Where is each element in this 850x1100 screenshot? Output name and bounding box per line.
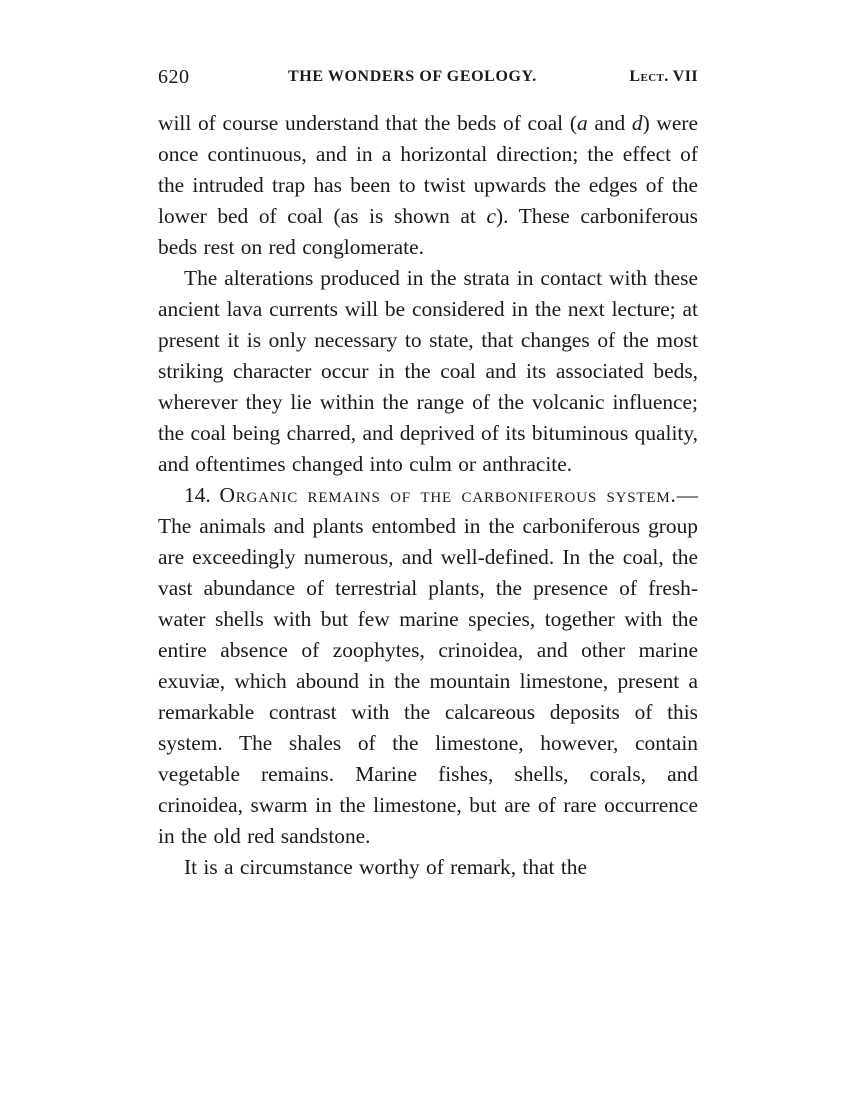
paragraph-alterations bbox=[158, 263, 698, 480]
page-number: 620 bbox=[158, 66, 190, 88]
paragraph-circumstance bbox=[158, 852, 698, 883]
running-header bbox=[158, 60, 698, 94]
italic-letter: c bbox=[486, 204, 496, 228]
text-run: 14. bbox=[184, 483, 220, 507]
text-run: It is a circumstance worthy of remark, that the bbox=[184, 855, 587, 879]
text-run: will of course understand that the beds of coal ( bbox=[158, 111, 577, 135]
book-page bbox=[158, 60, 698, 883]
italic-letter: a bbox=[576, 111, 588, 135]
text-run: The alterations produced in the strata in contact with these ancient lava currents will be considered in the next lecture; at present it is only necessary to state, that changes of the most striking character occur in the coal and its associated beds, wherever they lie within the range of the volcanic influence; the coal being charred, and deprived of its bituminous quality, and oftentimes changed into culm or anthracite. bbox=[158, 266, 698, 476]
paragraph-continued bbox=[158, 108, 698, 263]
italic-letter: d bbox=[631, 111, 643, 135]
text-run: and bbox=[587, 111, 632, 135]
text-run: ) were once continuous, and in a horizontal direction; the effect of the intruded trap has been to twist upwards the edges of the lower bed of coal (as is shown at bbox=[158, 111, 698, 228]
book-title: THE WONDERS OF GEOLOGY. bbox=[288, 68, 537, 85]
section-heading: Organic remains of the carboniferous system. bbox=[219, 483, 677, 507]
lecture-label: Lect. VII bbox=[629, 68, 698, 85]
text-run: ). These carboniferous beds rest on red conglomerate. bbox=[158, 204, 698, 259]
section-14-organic-remains bbox=[158, 480, 698, 852]
text-run: —The animals and plants entombed in the carboniferous group are exceedingly numerous, and well-defined. In the coal, the vast abundance of terrestrial plants, the presence of fresh-water shells with but few marine species, together with the entire absence of zoophytes, crinoidea, and other marine exuviæ, which abound in the mountain limestone, present a remarkable contrast with the calcareous deposits of this system. The shales of the limestone, however, contain vegetable remains. Marine fishes, shells, corals, and crinoidea, swarm in the limestone, but are of rare occurrence in the old red sandstone. bbox=[158, 483, 699, 848]
body-text bbox=[158, 108, 698, 883]
